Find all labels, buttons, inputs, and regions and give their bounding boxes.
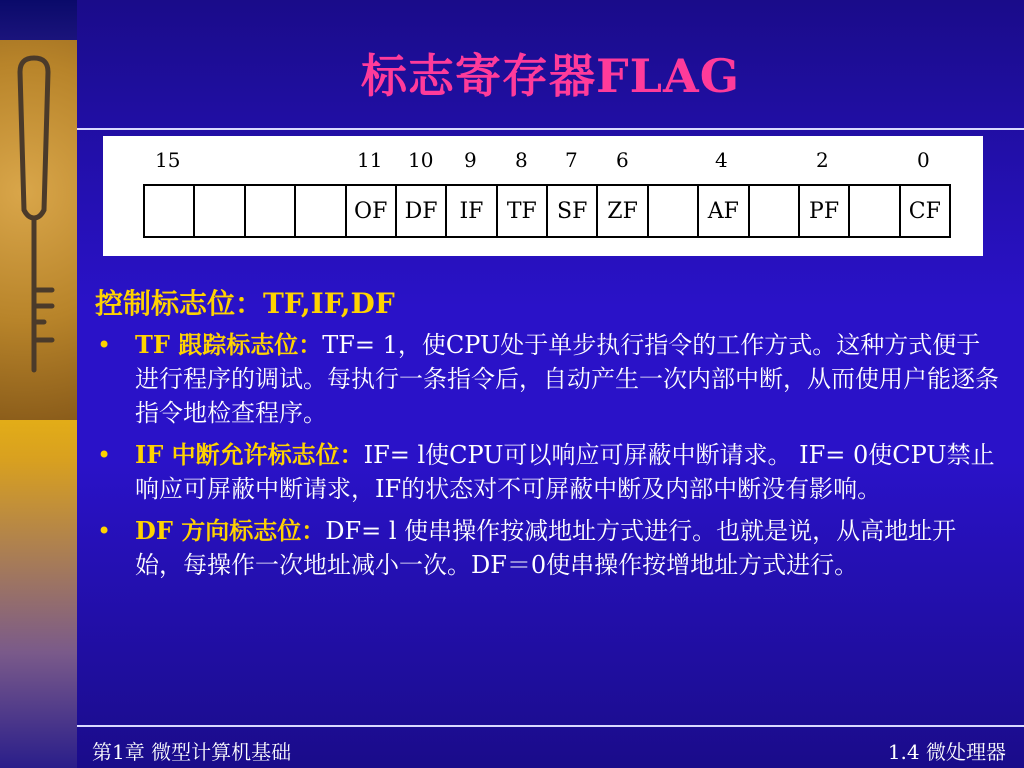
flag-cell-tf: TF	[498, 186, 548, 236]
flag-cell	[750, 186, 800, 236]
flag-cell-cf: CF	[908, 198, 941, 224]
flag-cell	[850, 186, 900, 236]
bit-number: 4	[715, 148, 728, 172]
bullet-text: TF= 1，使CPU处于单步执行指令的工作方式。这种方式便于进行程序的调试。每执行一条指令后，自动产生一次内部中断，从而使用户能逐条指令地检查程序。	[135, 331, 999, 427]
bit-number: 11	[357, 148, 383, 172]
bit-number: 6	[616, 148, 629, 172]
bullet-df	[95, 514, 1000, 582]
bullet-label: IF 中断允许标志位：	[135, 440, 364, 469]
flag-cell-if: IF	[447, 186, 497, 236]
flag-cell	[145, 186, 195, 236]
bullet-text: IF= l使CPU可以响应可屏蔽中断请求。 IF= 0使CPU禁止响应可屏蔽中断请求，IF的状态对不可屏蔽中断及内部中断没有影响。	[135, 441, 995, 503]
flag-register	[143, 184, 951, 238]
bullet-text: DF= l 使串操作按减地址方式进行。也就是说，从高地址开始，每操作一次地址减小一次。DF＝0使串操作按增地址方式进行。	[135, 517, 957, 579]
flag-cell	[296, 186, 346, 236]
flag-cell-pf: PF	[800, 186, 850, 236]
bit-number: 9	[464, 148, 477, 172]
bullet-label: DF 方向标志位：	[135, 516, 326, 545]
title-divider	[77, 128, 1024, 130]
flag-cell	[246, 186, 296, 236]
footer-chapter: 第1章 微型计算机基础	[92, 740, 292, 764]
bullet-list	[95, 328, 1000, 590]
flag-cell	[649, 186, 699, 236]
flag-cells	[143, 184, 951, 238]
flag-cell-zf: ZF	[598, 186, 648, 236]
sidebar-decoration	[0, 0, 77, 768]
flag-cell	[195, 186, 245, 236]
flag-cell-df: DF	[397, 186, 447, 236]
bullet-icon: •	[97, 517, 112, 545]
footer-section: 1.4 微处理器	[887, 740, 1006, 764]
bit-number: 10	[408, 148, 434, 172]
bullet-tf	[95, 328, 1000, 430]
bit-number: 7	[565, 148, 578, 172]
footer-divider	[77, 725, 1024, 727]
flag-register-diagram	[103, 136, 983, 256]
bit-number: 2	[816, 148, 829, 172]
flag-cell-of: OF	[347, 186, 397, 236]
bit-number: 15	[155, 148, 181, 172]
section-title: 控制标志位：TF,IF,DF	[95, 287, 395, 320]
bit-number: 0	[917, 148, 930, 172]
bullet-icon: •	[97, 331, 112, 359]
bit-numbers	[103, 148, 983, 172]
bit-number: 8	[515, 148, 528, 172]
bullet-if	[95, 438, 1000, 506]
slide-title: 标志寄存器FLAG	[361, 49, 740, 103]
key-icon	[0, 0, 77, 420]
flag-cell-af: AF	[699, 186, 749, 236]
bullet-icon: •	[97, 441, 112, 469]
flag-cell-sf: SF	[548, 186, 598, 236]
bullet-label: TF 跟踪标志位：	[135, 330, 323, 359]
